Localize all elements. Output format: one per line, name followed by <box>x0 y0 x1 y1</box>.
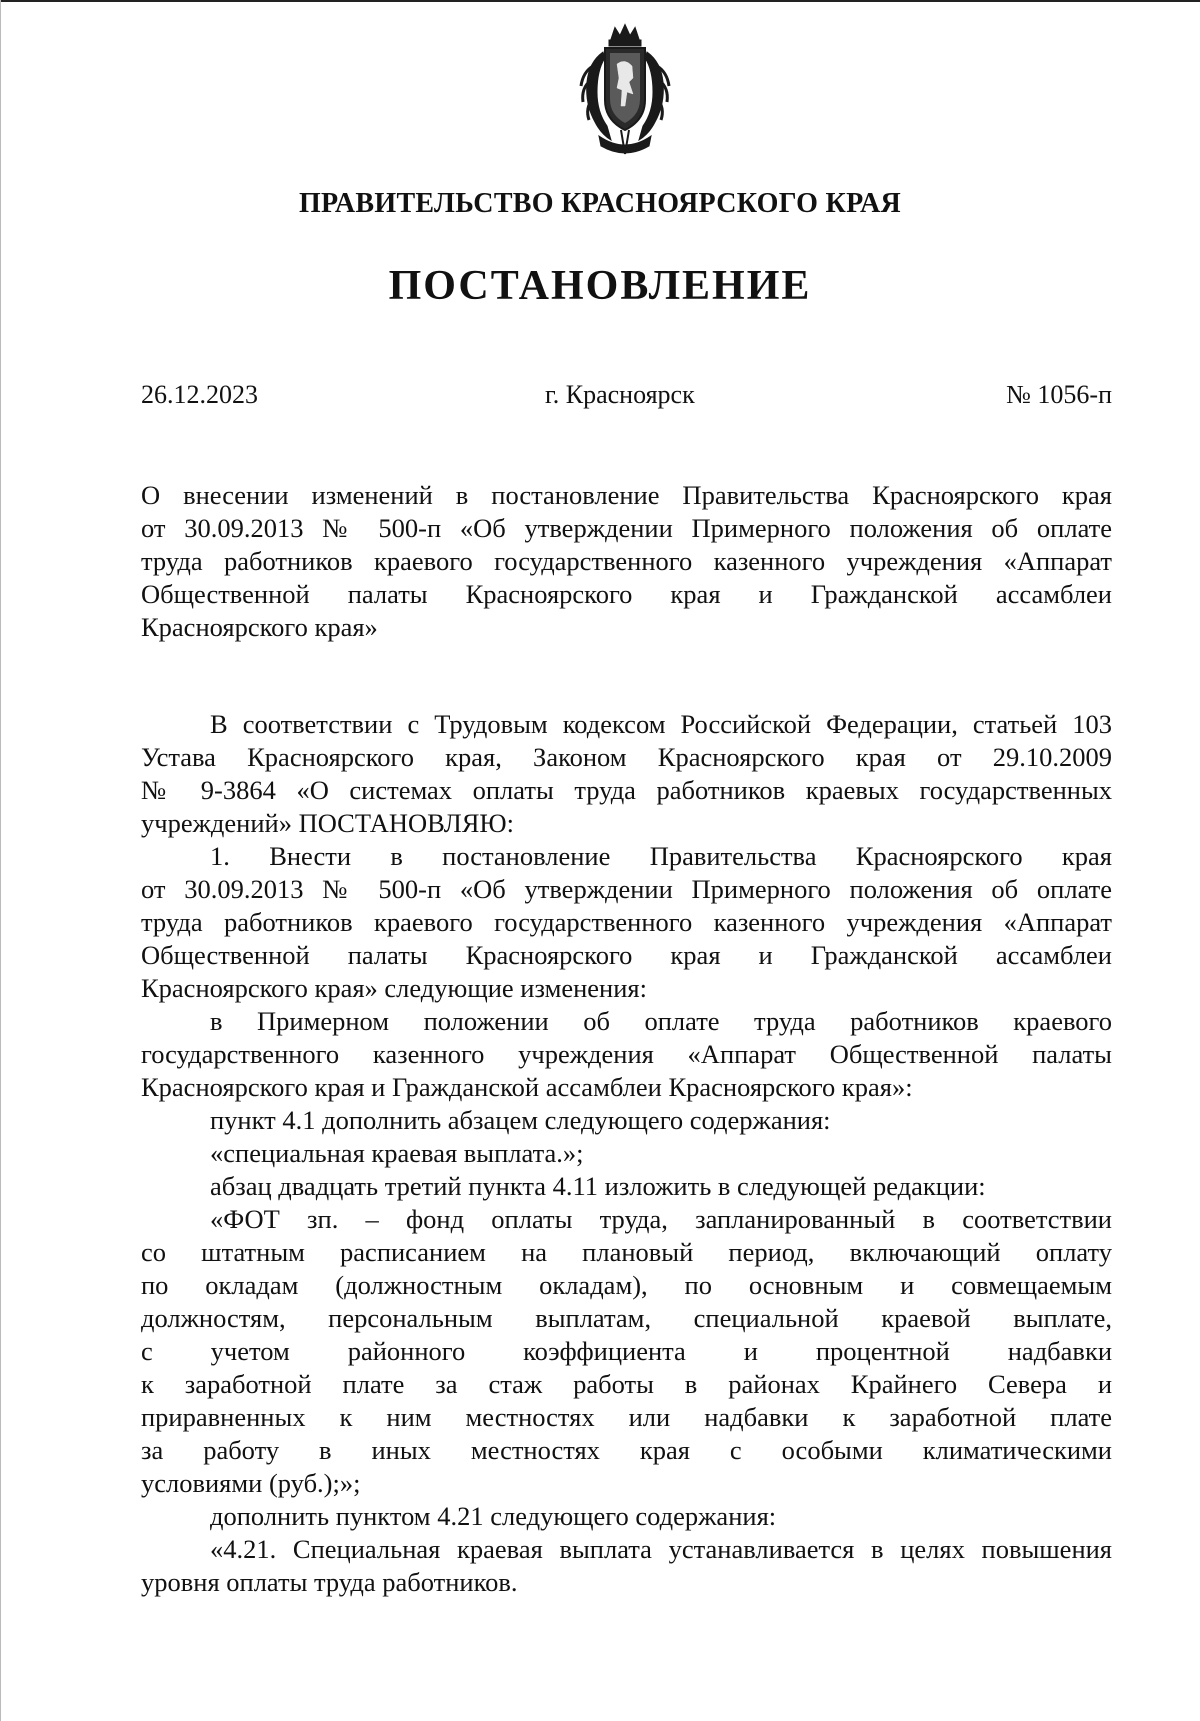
body-line: Устава Красноярского края, Законом Красноярского края от 29.10.2009 <box>141 742 1112 772</box>
document-subject <box>141 479 1112 644</box>
body-line: пункт 4.1 дополнить абзацем следующего содержания: <box>210 1105 831 1135</box>
body-line: уровня оплаты труда работников. <box>141 1567 518 1597</box>
subject-line: Красноярского края» <box>141 612 378 642</box>
body-line: дополнить пунктом 4.21 следующего содержания: <box>210 1501 777 1531</box>
body-line: 1. Внести в постановление Правительства Красноярского края <box>210 841 1112 871</box>
body-line: в Примерном положении об оплате труда работников краевого <box>210 1006 1112 1036</box>
document-type-title: ПОСТАНОВЛЕНИЕ <box>388 263 812 309</box>
body-line: с учетом районного коэффициента и процентной надбавки <box>141 1336 1112 1366</box>
body-line: со штатным расписанием на плановый период, включающий оплату <box>141 1237 1112 1267</box>
subject-line: от 30.09.2013 № 500-п «Об утверждении Примерного положения об оплате <box>141 513 1112 543</box>
body-line: «специальная краевая выплата.»; <box>210 1138 584 1168</box>
body-line: за работу в иных местностях края с особыми климатическими <box>141 1435 1112 1465</box>
body-line: абзац двадцать третий пункта 4.11 изложить в следующей редакции: <box>210 1171 986 1201</box>
body-line: «4.21. Специальная краевая выплата устанавливается в целях повышения <box>210 1534 1112 1564</box>
body-line: В соответствии с Трудовым кодексом Российской Федерации, статьей 103 <box>210 709 1112 739</box>
subject-line: Общественной палаты Красноярского края и Гражданской ассамблеи <box>141 579 1112 609</box>
body-line: государственного казенного учреждения «Аппарат Общественной палаты <box>141 1039 1112 1069</box>
scan-top-edge <box>0 0 1200 2</box>
body-line: от 30.09.2013 № 500-п «Об утверждении Примерного положения об оплате <box>141 874 1112 904</box>
body-line: по окладам (должностным окладам), по основным и совмещаемым <box>141 1270 1112 1300</box>
body-line: № 9-3864 «О системах оплаты труда работников краевых государственных <box>141 775 1112 805</box>
body-line: Красноярского края» следующие изменения: <box>141 973 647 1003</box>
organization-title: ПРАВИТЕЛЬСТВО КРАСНОЯРСКОГО КРАЯ <box>298 188 902 219</box>
body-line: приравненных к ним местностях или надбавки к заработной плате <box>141 1402 1112 1432</box>
document-city: г. Красноярск <box>545 380 695 409</box>
body-line: учреждений» ПОСТАНОВЛЯЮ: <box>141 808 515 838</box>
subject-line: труда работников краевого государственного казенного учреждения «Аппарат <box>141 546 1112 576</box>
body-line: Общественной палаты Красноярского края и Гражданской ассамблеи <box>141 940 1112 970</box>
body-line: условиями (руб.);»; <box>141 1468 361 1498</box>
body-line: к заработной плате за стаж работы в районах Крайнего Севера и <box>141 1369 1112 1399</box>
body-line: «ФОТ зп. – фонд оплаты труда, запланированный в соответствии <box>210 1204 1112 1234</box>
document-body <box>141 708 1112 1599</box>
body-line: должностям, персональным выплатам, специальной краевой выплате, <box>141 1303 1112 1333</box>
document-number: № 1056-п <box>1006 380 1112 409</box>
body-line: труда работников краевого государственного казенного учреждения «Аппарат <box>141 907 1112 937</box>
subject-line: О внесении изменений в постановление Правительства Красноярского края <box>141 480 1112 510</box>
document-date: 26.12.2023 <box>141 380 258 409</box>
body-line: Красноярского края и Гражданской ассамблеи Красноярского края»: <box>141 1072 913 1102</box>
coat-of-arms-icon <box>575 22 675 160</box>
scan-left-edge <box>0 0 1 1721</box>
